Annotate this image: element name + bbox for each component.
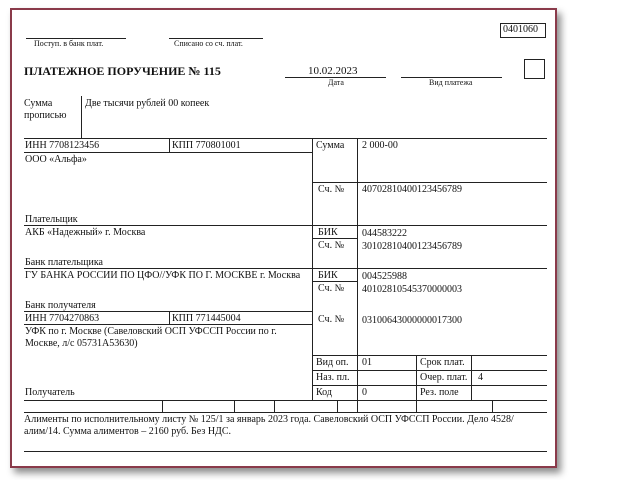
document-title: ПЛАТЕЖНОЕ ПОРУЧЕНИЕ № 115 bbox=[24, 64, 221, 78]
date-label: Дата bbox=[328, 78, 344, 87]
grid-line bbox=[24, 225, 547, 226]
payment-order-form bbox=[10, 8, 557, 468]
payer-inn: ИНН 7708123456 bbox=[25, 140, 100, 151]
vid-op-label: Вид оп. bbox=[316, 357, 349, 368]
payee-name: УФК по г. Москве (Савеловский ОСП УФССП России по г. Москве, л/с 05731А53630) bbox=[25, 326, 277, 349]
payer-bik: 044583222 bbox=[362, 228, 407, 239]
payee-bank-label: Банк получателя bbox=[25, 300, 96, 311]
received-label: Поступ. в банк плат. bbox=[34, 39, 104, 48]
payee-inn: ИНН 7704270863 bbox=[25, 313, 100, 324]
grid-line bbox=[312, 355, 547, 356]
grid-line bbox=[24, 412, 547, 413]
payee-label: Получатель bbox=[25, 387, 75, 398]
payer-name: ООО «Альфа» bbox=[25, 154, 87, 165]
sum-value: 2 000-00 bbox=[362, 140, 398, 151]
sum-label: Сумма bbox=[316, 140, 345, 151]
grid-vline bbox=[169, 138, 170, 152]
grid-vline bbox=[416, 400, 417, 412]
amount-words-value: Две тысячи рублей 00 копеек bbox=[85, 98, 210, 109]
payer-bik-label: БИК bbox=[318, 227, 338, 238]
payee-bik-label: БИК bbox=[318, 270, 338, 281]
payee-kpp: КПП 771445004 bbox=[172, 313, 241, 324]
kod-value: 0 bbox=[362, 387, 367, 398]
grid-vline bbox=[357, 400, 358, 412]
payer-kpp: КПП 770801001 bbox=[172, 140, 241, 151]
grid-line bbox=[24, 451, 547, 452]
grid-vline bbox=[416, 355, 417, 400]
kod-label: Код bbox=[316, 387, 332, 398]
grid-vline bbox=[492, 400, 493, 412]
payer-bank-acct: 30102810400123456789 bbox=[362, 241, 462, 252]
date-value: 10.02.2023 bbox=[308, 65, 358, 77]
payer-label: Плательщик bbox=[25, 214, 78, 225]
grid-vline bbox=[337, 400, 338, 412]
debited-label: Списано со сч. плат. bbox=[174, 39, 243, 48]
grid-line bbox=[24, 311, 312, 312]
grid-line bbox=[24, 400, 547, 401]
grid-line bbox=[24, 324, 312, 325]
grid-vline bbox=[234, 400, 235, 412]
grid-line bbox=[312, 238, 357, 239]
payee-acct-label: Сч. № bbox=[318, 314, 345, 325]
grid-line bbox=[24, 138, 547, 139]
payer-bank-label: Банк плательщика bbox=[25, 257, 103, 268]
payment-purpose: Алименты по исполнительному листу № 125/1 за январь 2023 года. Савеловский ОСП УФССП России. Дело 4528/алим/14. Сумма алиментов – 2160 руб. Без НДС. bbox=[24, 414, 514, 437]
grid-line bbox=[24, 152, 312, 153]
amount-words-divider bbox=[81, 96, 82, 138]
grid-vline bbox=[312, 138, 313, 400]
payee-bank-name: ГУ БАНКА РОССИИ ПО ЦФО//УФК ПО Г. МОСКВЕ г. Москва bbox=[25, 270, 301, 281]
vid-op-value: 01 bbox=[362, 357, 372, 368]
amount-words-label bbox=[24, 98, 67, 122]
grid-line bbox=[24, 268, 547, 269]
srok-label: Срок плат. bbox=[420, 357, 465, 368]
grid-line bbox=[312, 281, 357, 282]
payer-bank-acct-label: Сч. № bbox=[318, 240, 345, 251]
grid-vline bbox=[471, 355, 472, 400]
payer-bank-name: АКБ «Надежный» г. Москва bbox=[25, 227, 146, 238]
payee-acct: 03100643000000017300 bbox=[362, 315, 462, 326]
grid-vline bbox=[357, 138, 358, 400]
amount-words-label-2: прописью bbox=[24, 110, 67, 121]
stamp-box bbox=[524, 59, 545, 79]
form-code: 0401060 bbox=[503, 24, 538, 35]
ocher-value: 4 bbox=[478, 372, 483, 383]
grid-vline bbox=[162, 400, 163, 412]
grid-line bbox=[312, 385, 547, 386]
payment-type-label: Вид платежа bbox=[429, 78, 473, 87]
payee-bank-acct: 40102810545370000003 bbox=[362, 284, 462, 295]
grid-line bbox=[312, 182, 547, 183]
naz-pl-label: Наз. пл. bbox=[316, 372, 350, 383]
payee-bank-acct-label: Сч. № bbox=[318, 283, 345, 294]
grid-line bbox=[312, 370, 547, 371]
grid-vline bbox=[274, 400, 275, 412]
amount-words-label-1: Сумма bbox=[24, 98, 53, 109]
grid-vline bbox=[169, 311, 170, 324]
payee-bik: 004525988 bbox=[362, 271, 407, 282]
payer-acct-label: Сч. № bbox=[318, 184, 345, 195]
payer-acct: 40702810400123456789 bbox=[362, 184, 462, 195]
ocher-label: Очер. плат. bbox=[420, 372, 468, 383]
rez-label: Рез. поле bbox=[420, 387, 459, 398]
